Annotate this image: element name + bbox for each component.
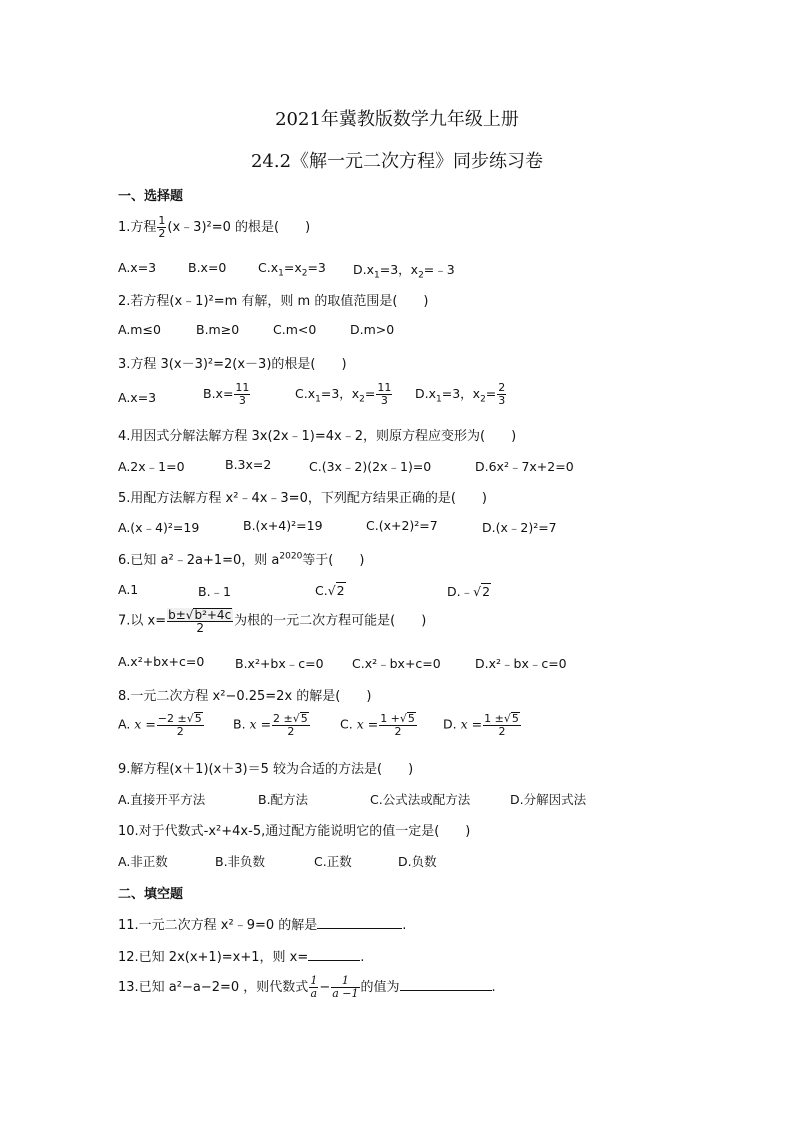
question-5: 5.用配方法解方程 x²﹣4x﹣3=0，下列配方结果正确的是( ) bbox=[118, 491, 487, 506]
option-c[interactable]: C.√2 bbox=[315, 583, 345, 598]
question-11: 11.一元二次方程 x²﹣9=0 的解是 . bbox=[118, 918, 407, 933]
option-b[interactable]: B. x = $\frac{2 \pm√5}{2}$ bbox=[233, 712, 308, 738]
answer-blank[interactable] bbox=[317, 928, 402, 929]
option-c[interactable]: C.正数 bbox=[314, 854, 352, 869]
option-a[interactable]: A.m≤0 bbox=[118, 322, 161, 337]
option-d[interactable]: D.x²﹣bx﹣c=0 bbox=[475, 656, 567, 671]
option-c[interactable]: C.公式法或配方法 bbox=[370, 792, 471, 807]
question-9: 9.解方程(x＋1)(x＋3)＝5 较为合适的方法是( ) bbox=[118, 762, 414, 777]
answer-blank[interactable] bbox=[400, 990, 492, 991]
option-b[interactable]: B.x=0 bbox=[188, 260, 227, 275]
question-3: 3.方程 3(x－3)²=2(x－3)的根是( ) bbox=[118, 357, 347, 372]
option-d[interactable]: D.m>0 bbox=[350, 322, 395, 337]
option-c[interactable]: C.x²﹣bx+c=0 bbox=[352, 656, 441, 671]
worksheet-title: 2021年冀教版数学九年级上册 bbox=[275, 109, 519, 130]
option-d[interactable]: D.(x﹣2)²=7 bbox=[482, 520, 557, 535]
option-b[interactable]: B.3x=2 bbox=[225, 457, 272, 472]
option-a[interactable]: A.x²+bx+c=0 bbox=[118, 654, 205, 669]
question-7: 7.以 x= $\frac{\text{b±√b²+4c}}{2}$ 为根的一元二次方程可能是( ) bbox=[118, 608, 427, 635]
option-d[interactable]: $D.x_1=3$，$x_2=$ $\frac{2}{3}$ bbox=[415, 381, 506, 407]
option-c[interactable]: C.(3x﹣2)(2x﹣1)=0 bbox=[309, 459, 432, 474]
option-b[interactable]: B.﹣1 bbox=[198, 584, 232, 599]
question-2: 2.若方程(x﹣1)²=m 有解，则 m 的取值范围是( ) bbox=[118, 294, 429, 309]
option-c[interactable]: C.m<0 bbox=[273, 322, 317, 337]
option-d[interactable]: D. x = $\frac{1 \pm√5}{2}$ bbox=[443, 712, 519, 738]
quadratic-root-fraction: $\frac{\text{b±√b²+4c}}{2}$ bbox=[168, 608, 232, 635]
option-a[interactable]: A.直接开平方法 bbox=[118, 792, 206, 807]
question-1: 1.方程 $\frac{1}{2}$ (x﹣3)²=0 的根是( ) bbox=[118, 214, 311, 240]
option-c[interactable]: C.(x+2)²=7 bbox=[366, 518, 438, 533]
option-c[interactable]: $C.x_1=3$，$x_2=$ $\frac{11}{3}$ bbox=[295, 381, 392, 407]
option-d[interactable]: D.6x²﹣7x+2=0 bbox=[475, 459, 574, 474]
option-c[interactable]: C. x = $\frac{1 +√5}{2}$ bbox=[340, 712, 415, 738]
option-d[interactable]: D.分解因式法 bbox=[510, 792, 587, 807]
question-10: 10.对于代数式-x²+4x-5,通过配方能说明它的值一定是( ) bbox=[118, 824, 471, 839]
option-b[interactable]: B.x= $\frac{11}{3}$ bbox=[203, 381, 250, 407]
question-4: 4.用因式分解法解方程 3x(2x﹣1)=4x﹣2，则原方程应变形为( ) bbox=[118, 429, 517, 444]
option-a[interactable]: A.(x﹣4)²=19 bbox=[118, 520, 200, 535]
option-a[interactable]: A.2x﹣1=0 bbox=[118, 459, 185, 474]
question-8: 8.一元二次方程 x²−0.25=2x 的解是( ) bbox=[118, 689, 372, 704]
option-b[interactable]: B.配方法 bbox=[258, 792, 309, 807]
sqrt-symbol: √2 bbox=[473, 584, 491, 599]
option-b[interactable]: B.(x+4)²=19 bbox=[243, 518, 323, 533]
option-c[interactable]: $C.x_1=x_2=3$ bbox=[258, 260, 326, 279]
option-d[interactable]: D.负数 bbox=[398, 854, 437, 869]
worksheet-subtitle: 24.2《解一元二次方程》同步练习卷 bbox=[250, 151, 544, 172]
question-12: 12.已知 2x(x+1)=x+1，则 x= . bbox=[118, 950, 365, 965]
option-a[interactable]: A.x=3 bbox=[118, 260, 157, 275]
option-b[interactable]: B.非负数 bbox=[215, 854, 266, 869]
fraction: $\frac{1}{2}$ bbox=[158, 214, 166, 240]
question-13: 13.已知 a²−a−2=0 ，则代数式 $\frac{1}{a}$ − $\frac{1}{a -1}$ 的值为 . bbox=[118, 974, 496, 1000]
question-6: 6.已知 a²﹣2a+1=0，则 $a^{2020}$等于( ) bbox=[118, 551, 365, 568]
section-heading-fill: 二、填空题 bbox=[118, 887, 184, 902]
option-d[interactable]: $D.x_1=3$，$x_2=﹣3$ bbox=[353, 262, 455, 281]
answer-blank[interactable] bbox=[308, 960, 360, 961]
section-heading-choice: 一、选择题 bbox=[118, 189, 184, 204]
sqrt-symbol: √2 bbox=[327, 583, 345, 598]
option-a[interactable]: A.x=3 bbox=[118, 390, 157, 405]
option-a[interactable]: A. x = $\frac{-2 \pm√5}{2}$ bbox=[118, 712, 202, 738]
option-a[interactable]: A.1 bbox=[118, 582, 139, 597]
option-b[interactable]: B.x²+bx﹣c=0 bbox=[235, 656, 324, 671]
option-a[interactable]: A.非正数 bbox=[118, 854, 168, 869]
option-b[interactable]: B.m≥0 bbox=[196, 322, 240, 337]
option-d[interactable]: D.﹣√2 bbox=[447, 584, 491, 599]
